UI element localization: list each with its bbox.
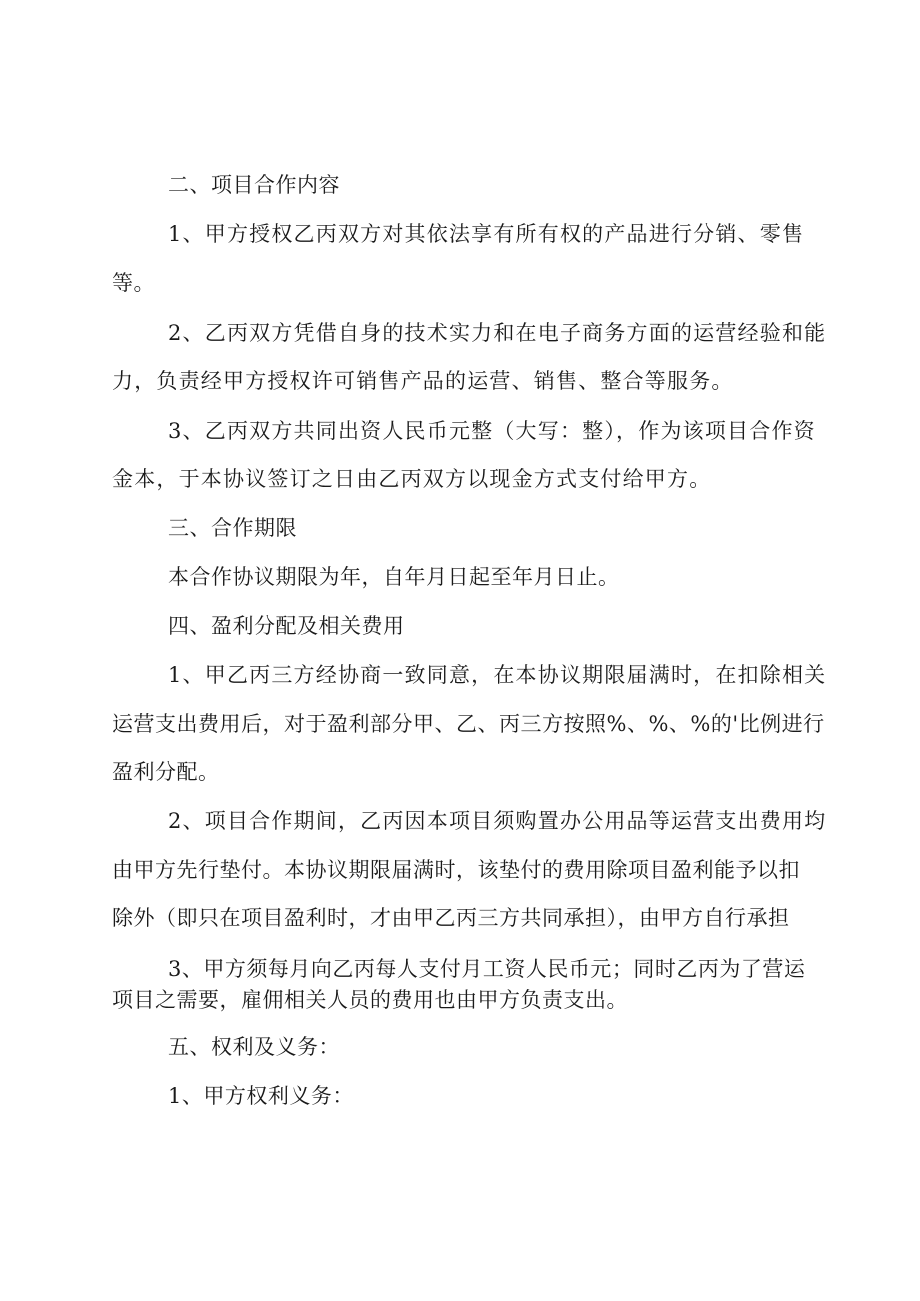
paragraph-line: 等。 xyxy=(112,271,155,295)
paragraph-line: 1、甲方授权乙丙双方对其依法享有所有权的产品进行分销、零售 xyxy=(168,222,805,246)
paragraph-line: 2、乙丙双方凭借自身的技术实力和在电子商务方面的运营经验和能 xyxy=(168,321,827,345)
paragraph-line: 盈利分配。 xyxy=(112,760,220,784)
paragraph-line: 由甲方先行垫付。本协议期限届满时，该垫付的费用除项目盈利能予以扣 xyxy=(112,858,800,882)
paragraph-line: 运营支出费用后，对于盈利部分甲、乙、丙三方按照%、%、%的'比例进行 xyxy=(112,712,825,736)
paragraph-line: 项目之需要，雇佣相关人员的费用也由甲方负责支出。 xyxy=(112,988,628,1012)
paragraph-line: 金本，于本协议签订之日由乙丙双方以现金方式支付给甲方。 xyxy=(112,467,712,491)
paragraph-line: 除外（即只在项目盈利时，才由甲乙丙三方共同承担），由甲方自行承担 xyxy=(112,906,790,930)
paragraph-line: 3、乙丙双方共同出资人民币元整（大写：整），作为该项目合作资 xyxy=(168,419,816,443)
paragraph-line: 1、甲方权利义务： xyxy=(168,1084,354,1108)
paragraph-line: 2、项目合作期间，乙丙因本项目须购置办公用品等运营支出费用均 xyxy=(168,809,827,833)
paragraph-line: 力，负责经甲方授权许可销售产品的运营、销售、整合等服务。 xyxy=(112,369,734,393)
paragraph-line: 本合作协议期限为年，自年月日起至年月日止。 xyxy=(168,565,620,589)
section-heading-rights-obligations: 五、权利及义务： xyxy=(168,1035,340,1059)
paragraph-line: 1、甲乙丙三方经协商一致同意，在本协议期限届满时，在扣除相关 xyxy=(168,663,827,687)
section-heading-profit-distribution: 四、盈利分配及相关费用 xyxy=(168,614,405,638)
section-heading-cooperation-content: 二、项目合作内容 xyxy=(168,173,340,197)
paragraph-line: 3、甲方须每月向乙丙每人支付月工资人民币元；同时乙丙为了营运 xyxy=(168,957,806,981)
section-heading-cooperation-term: 三、合作期限 xyxy=(168,516,297,540)
